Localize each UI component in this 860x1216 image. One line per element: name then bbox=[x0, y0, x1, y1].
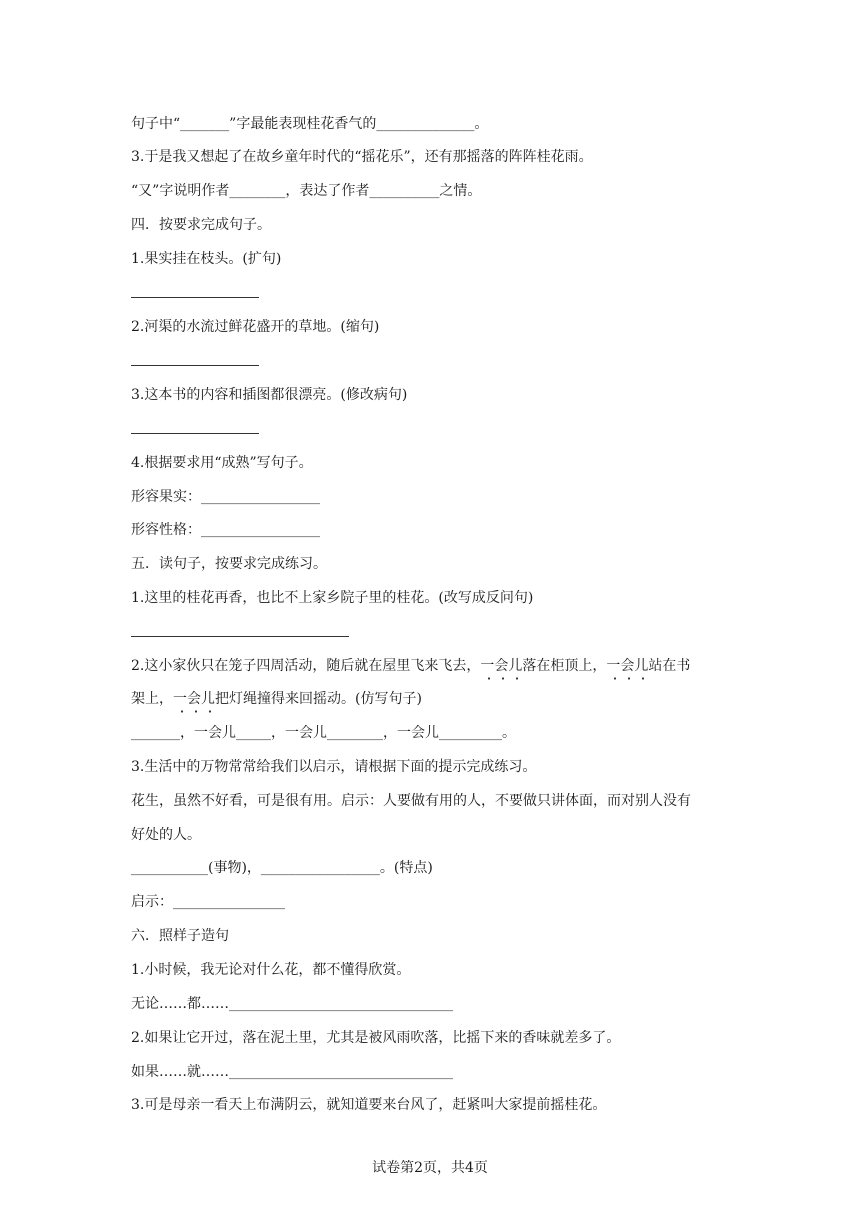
text-line: ___________(事物)，_________________。(特点) bbox=[131, 860, 433, 876]
emphasized-text: 一会儿 bbox=[606, 658, 649, 674]
text-line: 启示：________________ bbox=[131, 894, 285, 910]
question-line: 1.这里的桂花再香，也比不上家乡院子里的桂花。(改写成反问句) bbox=[131, 590, 534, 606]
text-line bbox=[131, 689, 422, 709]
answer-blank-line[interactable] bbox=[131, 364, 259, 366]
page-footer: 试卷第2页，共4页 bbox=[372, 1160, 488, 1176]
section-heading: 六．照样子造句 bbox=[131, 928, 229, 944]
question-line: 1.小时候，我无论对什么花，都不懂得欣赏。 bbox=[131, 962, 411, 978]
text-segment: 架上， bbox=[131, 691, 173, 707]
text-segment: 2.这小家伙只在笼子四周活动，随后就在屋里飞来飞去， bbox=[131, 658, 481, 674]
section-heading: 五．读句子，按要求完成练习。 bbox=[131, 556, 327, 572]
answer-blank-line[interactable] bbox=[131, 635, 349, 637]
text-line: 形容果实：_________________ bbox=[131, 489, 320, 505]
answer-blank-line[interactable] bbox=[131, 432, 259, 434]
text-segment: 把灯绳撞得来回摇动。(仿写句子) bbox=[215, 691, 422, 707]
text-line: 无论……都……________________________________ bbox=[131, 996, 453, 1012]
text-segment: 站在书 bbox=[648, 658, 691, 674]
text-segment: 落在柜顶上， bbox=[522, 658, 607, 674]
text-line: 如果……就……________________________________ bbox=[131, 1064, 453, 1080]
question-line: 1.果实挂在枝头。(扩句) bbox=[131, 251, 282, 267]
text-line: 形容性格：_________________ bbox=[131, 522, 320, 538]
question-line: 3.这本书的内容和插图都很漂亮。(修改病句) bbox=[131, 387, 408, 403]
question-line: 4.根据要求用“成熟”写句子。 bbox=[131, 455, 313, 471]
question-line: 3.生活中的万物常常给我们以启示，请根据下面的提示完成练习。 bbox=[131, 759, 537, 775]
emphasized-text: 一会儿 bbox=[173, 691, 215, 707]
emphasized-text: 一会儿 bbox=[480, 658, 523, 674]
text-line: 句子中“_______”字最能表现桂花香气的______________。 bbox=[131, 116, 489, 132]
question-line bbox=[131, 656, 690, 676]
question-line: 3.于是我又想起了在故乡童年时代的“摇花乐”，还有那摇落的阵阵桂花雨。 bbox=[131, 149, 593, 165]
answer-blank-line[interactable] bbox=[131, 296, 259, 298]
question-line: 2.如果让它开过，落在泥土里，尤其是被风雨吹落，比摇下来的香味就差多了。 bbox=[131, 1030, 621, 1046]
text-line: 花生，虽然不好看，可是很有用。启示：人要做有用的人，不要做只讲体面，而对别人没有 bbox=[131, 793, 691, 809]
text-line: “又”字说明作者________，表达了作者__________之情。 bbox=[131, 183, 482, 199]
text-line: 好处的人。 bbox=[131, 827, 201, 843]
question-line: 3.可是母亲一看天上布满阴云，就知道要来台风了，赶紧叫大家提前摇桂花。 bbox=[131, 1097, 607, 1113]
question-line: 2.河渠的水流过鲜花盛开的草地。(缩句) bbox=[131, 319, 380, 335]
section-heading: 四．按要求完成句子。 bbox=[131, 217, 271, 233]
text-line: _______，一会儿_____，一会儿________，一会儿_________。 bbox=[131, 725, 516, 741]
